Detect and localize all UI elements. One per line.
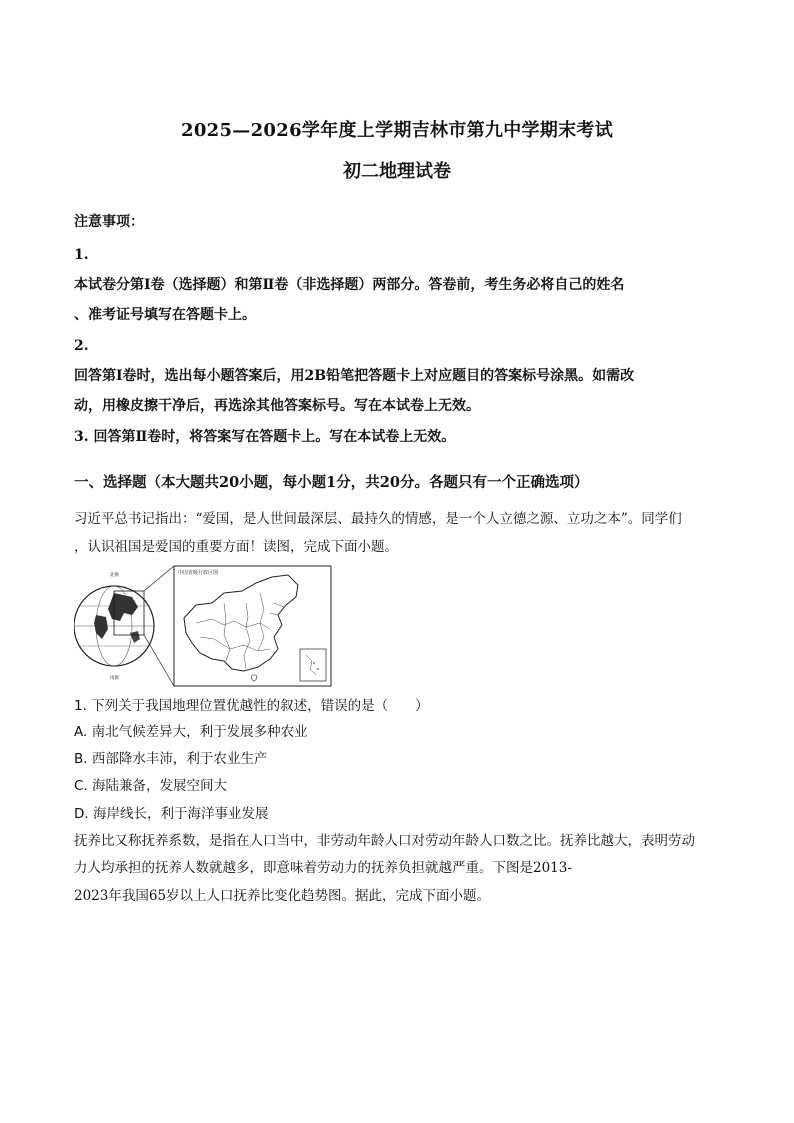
map-figure xyxy=(74,563,334,688)
globe-south-label: 南极 xyxy=(110,676,119,681)
passage2-text-cont: 力人均承担的抚养人数就越多，即意味着劳动力的抚养负担就越严重。下图是2013- xyxy=(74,860,572,876)
passage2-text-end: 2023年我国65岁以上人口抚养比变化趋势图。据此，完成下面小题。 xyxy=(74,888,491,904)
exam-subtitle: 初二地理试卷 xyxy=(343,161,451,182)
intro-text-cont: ，认识祖国是爱国的重要方面！读图，完成下面小题。 xyxy=(74,539,398,555)
question1-stem: 1. 下列关于我国地理位置优越性的叙述，错误的是（ ） xyxy=(74,698,429,714)
globe-image xyxy=(74,571,154,681)
section-heading: 一、选择题（本大题共20小题，每小题1分，共20分。各题只有一个正确选项） xyxy=(74,474,589,491)
china-map-image xyxy=(174,566,331,686)
passage2-text: 抚养比又称抚养系数，是指在人口当中，非劳动年龄人口对劳动年龄人口数之比。抚养比越大，表明劳动 xyxy=(74,833,695,849)
notice-item1-text-cont: 、准考证号填写在答题卡上。 xyxy=(74,307,256,323)
question1-option-c: C. 海陆兼备，发展空间大 xyxy=(74,778,228,794)
notice-heading: 注意事项： xyxy=(74,214,144,230)
globe-north-label: 北极 xyxy=(110,573,119,578)
notice-item2-text-cont: 动，用橡皮擦干净后，再选涂其他答案标号。写在本试卷上无效。 xyxy=(74,398,480,414)
exam-title: 2025—2026学年度上学期吉林市第九中学期末考试 xyxy=(181,120,613,141)
notice-item3: 3. 回答第Ⅱ卷时，将答案写在答题卡上。写在本试卷上无效。 xyxy=(74,429,456,445)
notice-item1-text: 本试卷分第Ⅰ卷（选择题）和第Ⅱ卷（非选择题）两部分。答卷前，考生务必将自己的姓名 xyxy=(74,277,625,293)
notice-item2-text: 回答第Ⅰ卷时，选出每小题答案后，用2B铅笔把答题卡上对应题目的答案标号涂黑。如需改 xyxy=(74,368,635,384)
notice-item2-number: 2. xyxy=(74,338,89,354)
intro-text: 习近平总书记指出：“爱国，是人世间最深层、最持久的情感，是一个人立德之源、立功之本”。同学们 xyxy=(74,511,682,527)
map-title: 中国省级行政区图 xyxy=(178,570,219,576)
question1-option-b: B. 西部降水丰沛，利于农业生产 xyxy=(74,751,268,767)
question1-option-d: D. 海岸线长，利于海洋事业发展 xyxy=(74,806,269,822)
question1-option-a: A. 南北气候差异大，利于发展多种农业 xyxy=(74,724,308,740)
notice-item1-number: 1. xyxy=(74,247,89,263)
